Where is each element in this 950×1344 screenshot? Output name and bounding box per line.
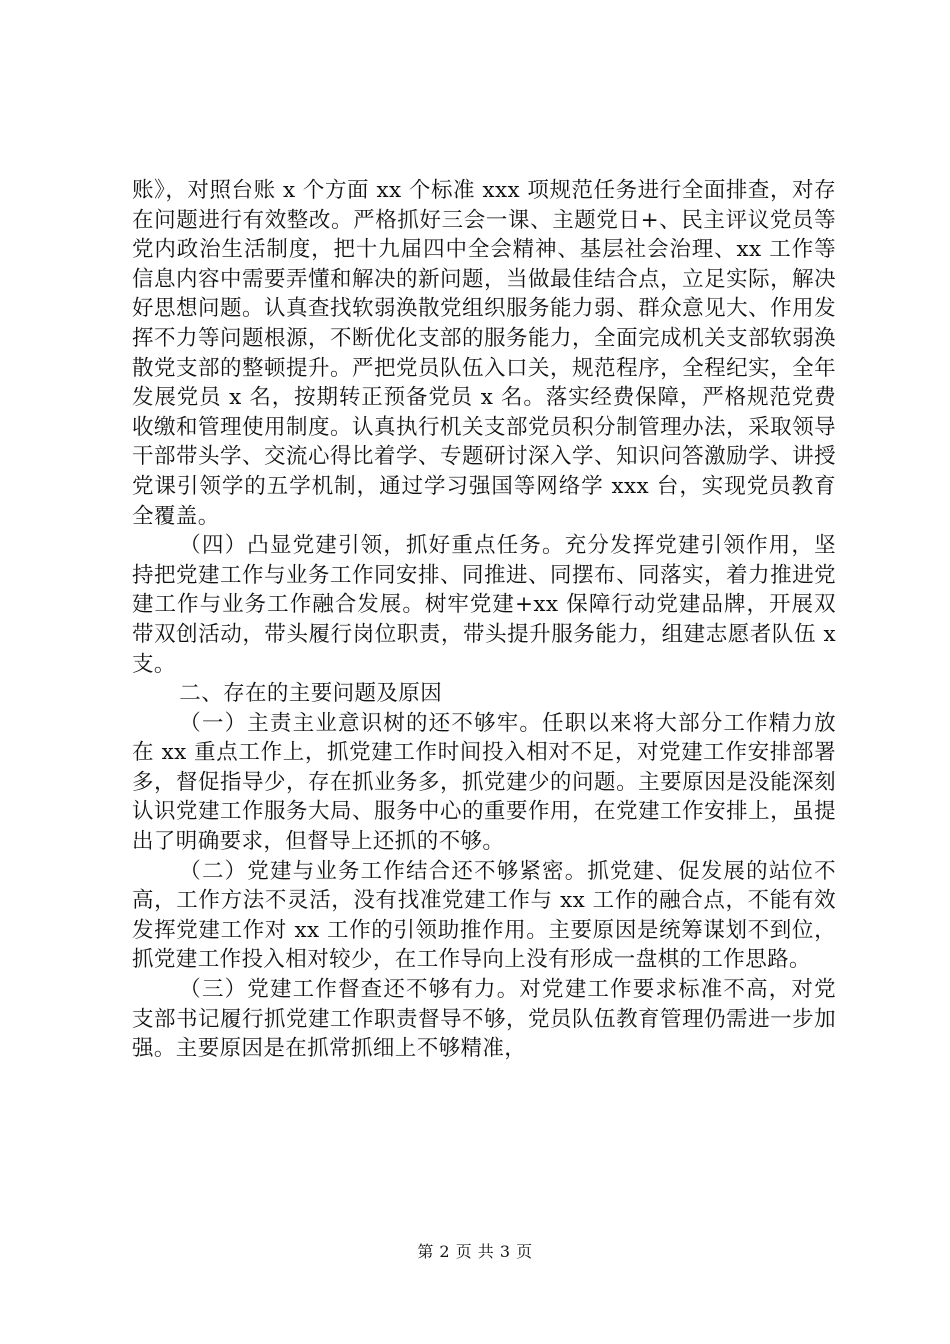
section-heading-problems: 二、存在的主要问题及原因 (179, 681, 443, 707)
paragraph-section-four: （四）凸显党建引领，抓好重点任务。充分发挥党建引领作用，坚持把党建工作与业务工作同安排、同推进、同摆布、同落实，着力推进党建工作与业务工作融合发展。树牢党建+xx 保障行动党建品牌，开展双带双创活动，带头履行岗位职责，带头提升服务能力，组建志愿者队伍 x 支。 (132, 533, 836, 677)
page-number-footer: 第 2 页 共 3 页 (417, 1242, 533, 1261)
paragraph-continuation: 账》，对照台账 x 个方面 xx 个标准 xxx 项规范任务进行全面排查，对存在问题进行有效整改。严格抓好三会一课、主题党日+、民主评议党员等党内政治生活制度，把十九届四中全会精神、基层社会治理、xx 工作等信息内容中需要弄懂和解决的新问题，当做最佳结合点，立足实际，解决好思想问题。认真查找软弱涣散党组织服务能力弱、群众意见大、作用发挥不力等问题根源，不断优化支部的服务能力，全面完成机关支部软弱涣散党支部的整顿提升。严把党员队伍入口关，规范程序，全程纪实，全年发展党员 x 名，按期转正预备党员 x 名。落实经费保障，严格规范党费收缴和管理使用制度。认真执行机关支部党员积分制管理办法，采取领导干部带头学、交流心得比着学、专题研讨深入学、知识问答激励学、讲授党课引领学的五学机制，通过学习强国等网络学 xxx 台，实现党员教育全覆盖。 (132, 178, 836, 529)
paragraph-problem-two: （二）党建与业务工作结合还不够紧密。抓党建、促发展的站位不高，工作方法不灵活，没有找准党建工作与 xx 工作的融合点，不能有效发挥党建工作对 xx 工作的引领助推作用。主要原因是统筹谋划不到位，抓党建工作投入相对较少，在工作导向上没有形成一盘棋的工作思路。 (132, 858, 836, 973)
document-body (132, 176, 836, 1064)
paragraph-problem-three: （三）党建工作督查还不够有力。对党建工作要求标准不高，对党支部书记履行抓党建工作职责督导不够，党员队伍教育管理仍需进一步加强。主要原因是在抓常抓细上不够精准， (132, 977, 836, 1062)
paragraph-problem-one: （一）主责主业意识树的还不够牢。任职以来将大部分工作精力放在 xx 重点工作上，抓党建工作时间投入相对不足，对党建工作安排部署多，督促指导少，存在抓业务多，抓党建少的问题。主要原因是没能深刻认识党建工作服务大局、服务中心的重要作用，在党建工作安排上，虽提出了明确要求，但督导上还抓的不够。 (132, 710, 836, 855)
